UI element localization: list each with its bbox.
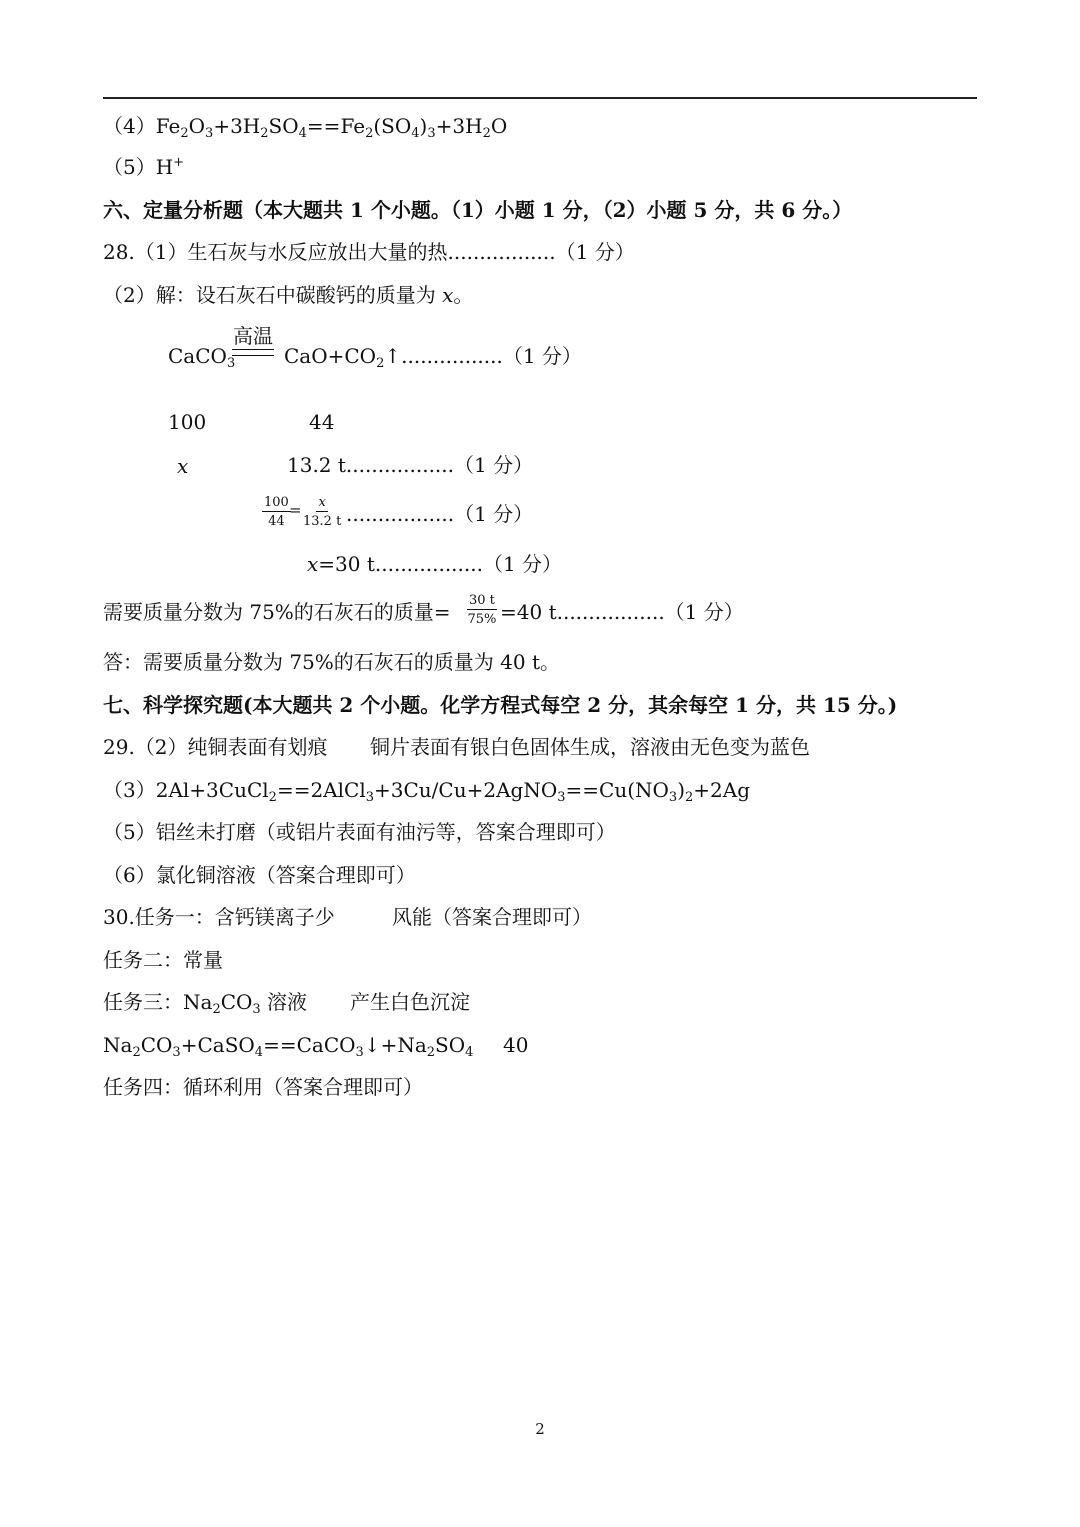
result-x: x=30 t.................（1 分） [307,552,563,576]
reaction-condition: 高温 [232,326,274,356]
proportion-equals: = [289,501,302,519]
answer-27-5: （5）H+ [103,155,185,179]
answer-30-task4: 任务四：循环利用（答案合理即可） [103,1075,423,1099]
final-answer: 答：需要质量分数为 75%的石灰石的质量为 40 t。 [103,650,561,674]
answer-30-task3-a: 任务三：$Na_2CO_3$ 溶液 [103,990,308,1017]
answer-29-2-a: 29.（2）纯铜表面有划痕 [103,735,328,759]
answer-28-2-intro: （2）解：设石灰石中碳酸钙的质量为 x。 [103,283,474,307]
reaction-products: $CaO+CO_2↑................(1$ 分） [284,344,582,371]
proportion-left-fraction: $\frac{100}{44}$ [264,495,289,529]
section-7-heading: 七、科学探究题(本大题共 2 个小题。化学方程式每空 2 分，其余每空 1 分，共 15 分。) [103,693,898,717]
proportion-right-fraction: $\frac{x}{13.2 t}$ [303,495,342,529]
ratio-co2: 44 [309,410,335,434]
double-equals-sign [232,349,274,356]
answer-30-value: 40 [503,1033,529,1057]
answer-30-equation: $Na_2CO_3+CaSO_4==CaCO_3↓+Na_2SO_4$ [103,1033,474,1060]
unknown-x: x [177,454,189,478]
answer-28-1: 28.（1）生石灰与水反应放出大量的热.................（1 分） [103,240,635,264]
needed-mass-fraction: $\frac{30 t}{75\%}$ [467,593,497,627]
answer-30-task1-a: 30.任务一：含钙镁离子少 [103,905,335,929]
header-rule [103,97,977,99]
answer-30-task2: 任务二：常量 [103,948,223,972]
reaction-reactant: CaCO$_3$ [168,344,236,371]
page-number: 2 [535,1420,545,1438]
answer-29-6: （6）氯化铜溶液（答案合理即可） [103,863,416,887]
needed-mass-prefix: 需要质量分数为 75%的石灰石的质量= [103,600,451,624]
answer-29-5: （5）铝丝未打磨（或铝片表面有油污等，答案合理即可） [103,820,616,844]
proportion-score: .................（1 分） [346,502,534,526]
section-6-heading: 六、定量分析题（本大题共 1 个小题。（1）小题 1 分，（2）小题 5 分，共 6 分。） [103,198,853,222]
answer-29-3: $(3)2Al+3CuCl_2==2AlCl_3+3Cu/Cu+2AgNO_3==Cu(NO_3)_2+2Ag$ [103,778,751,805]
ratio-caco3: 100 [168,410,207,434]
needed-mass-suffix: =40 t.................（1 分） [500,600,744,624]
answer-30-task3-b: 产生白色沉淀 [350,990,470,1014]
known-mass: 13.2 t.................（1 分） [287,453,534,477]
answer-27-4: $(4)Fe_2O_3+3H_2SO_4==Fe_2(SO_4)_3+3H_2O$ [103,114,508,141]
answer-29-2-b: 铜片表面有银白色固体生成，溶液由无色变为蓝色 [370,735,810,759]
answer-30-task1-b: 风能（答案合理即可） [392,905,592,929]
